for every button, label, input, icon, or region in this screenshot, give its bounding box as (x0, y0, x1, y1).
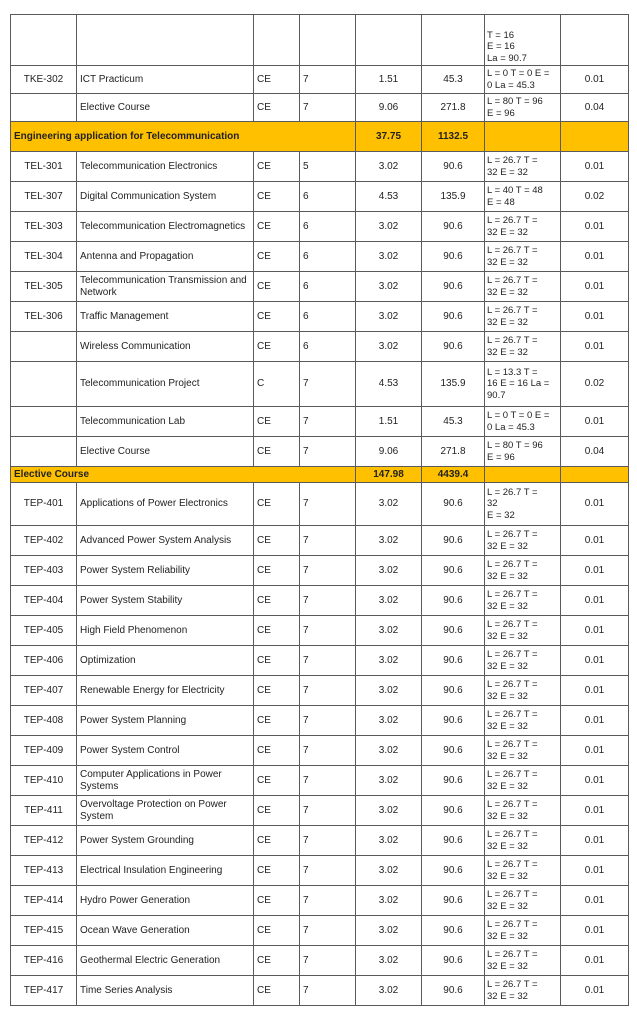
hour-distribution: L = 0 T = 0 E = 0 La = 45.3 (485, 407, 561, 437)
course-weight: 0.01 (561, 616, 629, 646)
table-row (11, 407, 629, 437)
table-row (11, 796, 629, 826)
course-semester: 7 (300, 586, 356, 616)
table-row (11, 856, 629, 886)
course-code (11, 407, 77, 437)
course-name: ICT Practicum (77, 66, 254, 94)
table-row (11, 362, 629, 407)
course-hours: 90.6 (422, 272, 485, 302)
course-hours: 271.8 (422, 94, 485, 122)
course-semester: 7 (300, 616, 356, 646)
course-hours: 90.6 (422, 916, 485, 946)
course-code: TEP-416 (11, 946, 77, 976)
course-category: CE (254, 332, 300, 362)
hour-distribution: L = 80 T = 96 E = 96 (485, 94, 561, 122)
hour-distribution: L = 26.7 T = 32 E = 32 (485, 586, 561, 616)
course-credit: 3.02 (356, 826, 422, 856)
course-name: Power System Reliability (77, 556, 254, 586)
course-semester: 7 (300, 766, 356, 796)
table-row (11, 646, 629, 676)
course-code (11, 362, 77, 407)
course-category: CE (254, 407, 300, 437)
hour-distribution: L = 26.7 T = 32 E = 32 (485, 242, 561, 272)
empty-cell (561, 122, 629, 152)
course-credit: 1.51 (356, 407, 422, 437)
course-credit: 3.02 (356, 706, 422, 736)
course-hours: 90.6 (422, 616, 485, 646)
course-semester: 7 (300, 916, 356, 946)
course-category: CE (254, 856, 300, 886)
hour-distribution: L = 26.7 T = 32 E = 32 (485, 272, 561, 302)
course-weight: 0.04 (561, 437, 629, 467)
course-name: Computer Applications in Power Systems (77, 766, 254, 796)
course-name: Elective Course (77, 437, 254, 467)
course-category: CE (254, 526, 300, 556)
course-code: TEP-404 (11, 586, 77, 616)
course-hours: 90.6 (422, 706, 485, 736)
hour-distribution: L = 40 T = 48 E = 48 (485, 182, 561, 212)
course-semester: 7 (300, 556, 356, 586)
course-semester: 7 (300, 483, 356, 526)
curriculum-table (10, 14, 629, 1006)
course-weight: 0.01 (561, 483, 629, 526)
course-credit: 3.02 (356, 152, 422, 182)
hour-distribution: L = 26.7 T = 32 E = 32 (485, 332, 561, 362)
table-row (11, 437, 629, 467)
course-semester: 7 (300, 437, 356, 467)
course-weight (561, 15, 629, 66)
hour-distribution: L = 26.7 T = 32 E = 32 (485, 212, 561, 242)
course-hours: 90.6 (422, 766, 485, 796)
course-credit: 3.02 (356, 526, 422, 556)
table-row (11, 586, 629, 616)
table-row (11, 15, 629, 66)
course-hours: 90.6 (422, 736, 485, 766)
course-weight: 0.01 (561, 886, 629, 916)
course-semester (300, 15, 356, 66)
course-name: Telecommunication Project (77, 362, 254, 407)
table-row (11, 706, 629, 736)
course-name: Optimization (77, 646, 254, 676)
table-row (11, 916, 629, 946)
table-row (11, 976, 629, 1006)
course-code (11, 94, 77, 122)
course-category: CE (254, 152, 300, 182)
course-name: Power System Stability (77, 586, 254, 616)
curriculum-table-page (10, 14, 628, 1006)
course-category: CE (254, 586, 300, 616)
course-code: TEP-409 (11, 736, 77, 766)
course-semester: 7 (300, 646, 356, 676)
table-row (11, 242, 629, 272)
course-category: CE (254, 212, 300, 242)
course-credit: 3.02 (356, 483, 422, 526)
section-credit-total: 37.75 (356, 122, 422, 152)
course-credit: 3.02 (356, 242, 422, 272)
course-code (11, 332, 77, 362)
course-weight: 0.01 (561, 302, 629, 332)
course-semester: 7 (300, 706, 356, 736)
course-name: Geothermal Electric Generation (77, 946, 254, 976)
course-weight: 0.01 (561, 766, 629, 796)
course-semester: 6 (300, 242, 356, 272)
course-hours: 90.6 (422, 886, 485, 916)
hour-distribution: L = 26.7 T = 32 E = 32 (485, 706, 561, 736)
course-weight: 0.01 (561, 586, 629, 616)
course-credit: 3.02 (356, 736, 422, 766)
course-code: TEP-414 (11, 886, 77, 916)
course-weight: 0.01 (561, 796, 629, 826)
table-row (11, 66, 629, 94)
course-name: Telecommunication Electromagnetics (77, 212, 254, 242)
hour-distribution: L = 0 T = 0 E = 0 La = 45.3 (485, 66, 561, 94)
course-name: Ocean Wave Generation (77, 916, 254, 946)
course-hours: 90.6 (422, 242, 485, 272)
course-credit: 9.06 (356, 437, 422, 467)
course-credit (356, 15, 422, 66)
hour-distribution: L = 26.7 T = 32 E = 32 (485, 152, 561, 182)
course-code: TEP-412 (11, 826, 77, 856)
course-credit: 3.02 (356, 916, 422, 946)
course-semester: 6 (300, 302, 356, 332)
hour-distribution: L = 26.7 T = 32 E = 32 (485, 886, 561, 916)
course-name: Antenna and Propagation (77, 242, 254, 272)
course-semester: 7 (300, 66, 356, 94)
course-code: TEP-401 (11, 483, 77, 526)
course-code: TEL-307 (11, 182, 77, 212)
empty-cell (485, 467, 561, 483)
course-weight: 0.01 (561, 66, 629, 94)
course-category: CE (254, 437, 300, 467)
section-header-row (11, 467, 629, 483)
course-weight: 0.01 (561, 212, 629, 242)
course-semester: 6 (300, 332, 356, 362)
course-hours: 90.6 (422, 586, 485, 616)
table-row (11, 302, 629, 332)
course-category: CE (254, 706, 300, 736)
hour-distribution: L = 26.7 T = 32 E = 32 (485, 916, 561, 946)
course-name: Power System Grounding (77, 826, 254, 856)
course-hours: 45.3 (422, 66, 485, 94)
course-name: Traffic Management (77, 302, 254, 332)
hour-distribution: L = 26.7 T = 32 E = 32 (485, 826, 561, 856)
hour-distribution: L = 26.7 T = 32 E = 32 (485, 856, 561, 886)
course-semester: 7 (300, 407, 356, 437)
table-body (11, 15, 629, 1006)
course-weight: 0.01 (561, 556, 629, 586)
course-hours: 90.6 (422, 796, 485, 826)
course-hours: 90.6 (422, 646, 485, 676)
course-code: TEP-407 (11, 676, 77, 706)
course-name: Elective Course (77, 94, 254, 122)
course-semester: 7 (300, 826, 356, 856)
section-label: Elective Course (11, 467, 356, 483)
course-category: CE (254, 182, 300, 212)
course-weight: 0.01 (561, 272, 629, 302)
section-header-row (11, 122, 629, 152)
course-code: TEP-411 (11, 796, 77, 826)
table-row (11, 556, 629, 586)
course-semester: 7 (300, 94, 356, 122)
course-weight: 0.01 (561, 976, 629, 1006)
course-weight: 0.01 (561, 736, 629, 766)
course-name: Power System Planning (77, 706, 254, 736)
table-row (11, 736, 629, 766)
course-category: CE (254, 242, 300, 272)
course-hours: 90.6 (422, 212, 485, 242)
table-row (11, 182, 629, 212)
course-credit: 3.02 (356, 976, 422, 1006)
course-category: CE (254, 916, 300, 946)
section-credit-total: 147.98 (356, 467, 422, 483)
empty-cell (561, 467, 629, 483)
course-weight: 0.01 (561, 152, 629, 182)
course-name: Time Series Analysis (77, 976, 254, 1006)
course-credit: 3.02 (356, 586, 422, 616)
course-weight: 0.01 (561, 676, 629, 706)
course-category: CE (254, 94, 300, 122)
course-weight: 0.01 (561, 856, 629, 886)
course-code: TEP-408 (11, 706, 77, 736)
course-category: CE (254, 676, 300, 706)
course-credit: 1.51 (356, 66, 422, 94)
course-name (77, 15, 254, 66)
hour-distribution: L = 26.7 T = 32 E = 32 (485, 556, 561, 586)
table-row (11, 152, 629, 182)
course-hours: 90.6 (422, 676, 485, 706)
table-row (11, 766, 629, 796)
course-credit: 3.02 (356, 302, 422, 332)
hour-distribution: L = 26.7 T = 32 E = 32 (485, 796, 561, 826)
course-weight: 0.01 (561, 646, 629, 676)
course-code: TEP-402 (11, 526, 77, 556)
hour-distribution: L = 26.7 T = 32 E = 32 (485, 646, 561, 676)
course-hours: 135.9 (422, 362, 485, 407)
hour-distribution: L = 26.7 T = 32 E = 32 (485, 766, 561, 796)
course-credit: 9.06 (356, 94, 422, 122)
table-row (11, 676, 629, 706)
hour-distribution: L = 26.7 T = 32 E = 32 (485, 526, 561, 556)
table-row (11, 826, 629, 856)
course-name: Hydro Power Generation (77, 886, 254, 916)
course-semester: 7 (300, 736, 356, 766)
hour-distribution: L = 26.7 T = 32 E = 32 (485, 736, 561, 766)
course-category: CE (254, 556, 300, 586)
course-weight: 0.01 (561, 946, 629, 976)
course-weight: 0.01 (561, 916, 629, 946)
hour-distribution: L = 26.7 T = 32 E = 32 (485, 483, 561, 526)
hour-distribution: L = 26.7 T = 32 E = 32 (485, 616, 561, 646)
course-hours: 90.6 (422, 152, 485, 182)
course-semester: 7 (300, 526, 356, 556)
course-credit: 4.53 (356, 182, 422, 212)
table-row (11, 272, 629, 302)
hour-distribution: L = 26.7 T = 32 E = 32 (485, 946, 561, 976)
course-category: CE (254, 766, 300, 796)
course-semester: 7 (300, 976, 356, 1006)
course-credit: 3.02 (356, 886, 422, 916)
course-semester: 7 (300, 676, 356, 706)
course-hours: 90.6 (422, 826, 485, 856)
table-row (11, 886, 629, 916)
course-semester: 7 (300, 796, 356, 826)
course-code: TEL-304 (11, 242, 77, 272)
table-row (11, 946, 629, 976)
course-hours: 90.6 (422, 976, 485, 1006)
table-row (11, 483, 629, 526)
hour-distribution: L = 80 T = 96 E = 96 (485, 437, 561, 467)
course-credit: 3.02 (356, 946, 422, 976)
course-hours (422, 15, 485, 66)
course-credit: 3.02 (356, 212, 422, 242)
course-semester: 6 (300, 212, 356, 242)
empty-cell (485, 122, 561, 152)
hour-distribution: L = 26.7 T = 32 E = 32 (485, 302, 561, 332)
course-credit: 4.53 (356, 362, 422, 407)
course-name: Power System Control (77, 736, 254, 766)
course-hours: 135.9 (422, 182, 485, 212)
table-row (11, 616, 629, 646)
course-category: CE (254, 646, 300, 676)
course-credit: 3.02 (356, 856, 422, 886)
course-category: CE (254, 736, 300, 766)
course-hours: 90.6 (422, 483, 485, 526)
course-semester: 7 (300, 886, 356, 916)
course-code: TKE-302 (11, 66, 77, 94)
section-label: Engineering application for Telecommunication (11, 122, 356, 152)
course-name: Wireless Communication (77, 332, 254, 362)
course-category: CE (254, 483, 300, 526)
course-name: Overvoltage Protection on Power System (77, 796, 254, 826)
course-hours: 271.8 (422, 437, 485, 467)
hour-distribution: L = 26.7 T = 32 E = 32 (485, 976, 561, 1006)
course-category: C (254, 362, 300, 407)
course-category: CE (254, 302, 300, 332)
course-category: CE (254, 66, 300, 94)
course-weight: 0.01 (561, 407, 629, 437)
course-code: TEP-410 (11, 766, 77, 796)
course-credit: 3.02 (356, 556, 422, 586)
course-code: TEP-417 (11, 976, 77, 1006)
table-row (11, 94, 629, 122)
course-credit: 3.02 (356, 272, 422, 302)
course-category: CE (254, 616, 300, 646)
table-row (11, 332, 629, 362)
course-code (11, 15, 77, 66)
course-weight: 0.01 (561, 526, 629, 556)
course-credit: 3.02 (356, 616, 422, 646)
course-category: CE (254, 796, 300, 826)
course-semester: 7 (300, 856, 356, 886)
table-row (11, 212, 629, 242)
course-code: TEP-406 (11, 646, 77, 676)
course-name: Telecommunication Transmission and Network (77, 272, 254, 302)
course-hours: 90.6 (422, 946, 485, 976)
table-row (11, 526, 629, 556)
course-category: CE (254, 976, 300, 1006)
course-credit: 3.02 (356, 796, 422, 826)
course-semester: 7 (300, 946, 356, 976)
course-hours: 45.3 (422, 407, 485, 437)
course-name: Advanced Power System Analysis (77, 526, 254, 556)
course-hours: 90.6 (422, 302, 485, 332)
section-hours-total: 4439.4 (422, 467, 485, 483)
course-code: TEP-405 (11, 616, 77, 646)
course-name: Telecommunication Lab (77, 407, 254, 437)
course-category: CE (254, 886, 300, 916)
course-category (254, 15, 300, 66)
hour-distribution: L = 13.3 T = 16 E = 16 La = 90.7 (485, 362, 561, 407)
course-code (11, 437, 77, 467)
course-name: Applications of Power Electronics (77, 483, 254, 526)
course-weight: 0.01 (561, 242, 629, 272)
course-credit: 3.02 (356, 676, 422, 706)
course-name: Electrical Insulation Engineering (77, 856, 254, 886)
course-hours: 90.6 (422, 556, 485, 586)
course-weight: 0.01 (561, 706, 629, 736)
course-code: TEL-306 (11, 302, 77, 332)
course-category: CE (254, 946, 300, 976)
course-category: CE (254, 826, 300, 856)
course-weight: 0.04 (561, 94, 629, 122)
course-category: CE (254, 272, 300, 302)
course-weight: 0.02 (561, 182, 629, 212)
course-semester: 5 (300, 152, 356, 182)
course-name: Digital Communication System (77, 182, 254, 212)
course-semester: 7 (300, 362, 356, 407)
course-name: High Field Phenomenon (77, 616, 254, 646)
course-hours: 90.6 (422, 526, 485, 556)
course-credit: 3.02 (356, 646, 422, 676)
course-semester: 6 (300, 182, 356, 212)
course-name: Renewable Energy for Electricity (77, 676, 254, 706)
hour-distribution: L = 26.7 T = 32 E = 32 (485, 676, 561, 706)
course-code: TEL-303 (11, 212, 77, 242)
course-name: Telecommunication Electronics (77, 152, 254, 182)
course-hours: 90.6 (422, 856, 485, 886)
course-semester: 6 (300, 272, 356, 302)
course-hours: 90.6 (422, 332, 485, 362)
course-code: TEL-305 (11, 272, 77, 302)
course-weight: 0.02 (561, 362, 629, 407)
course-code: TEL-301 (11, 152, 77, 182)
section-hours-total: 1132.5 (422, 122, 485, 152)
course-code: TEP-413 (11, 856, 77, 886)
course-weight: 0.01 (561, 332, 629, 362)
course-code: TEP-415 (11, 916, 77, 946)
course-weight: 0.01 (561, 826, 629, 856)
course-credit: 3.02 (356, 766, 422, 796)
hour-distribution: T = 16 E = 16 La = 90.7 (485, 15, 561, 66)
course-credit: 3.02 (356, 332, 422, 362)
course-code: TEP-403 (11, 556, 77, 586)
